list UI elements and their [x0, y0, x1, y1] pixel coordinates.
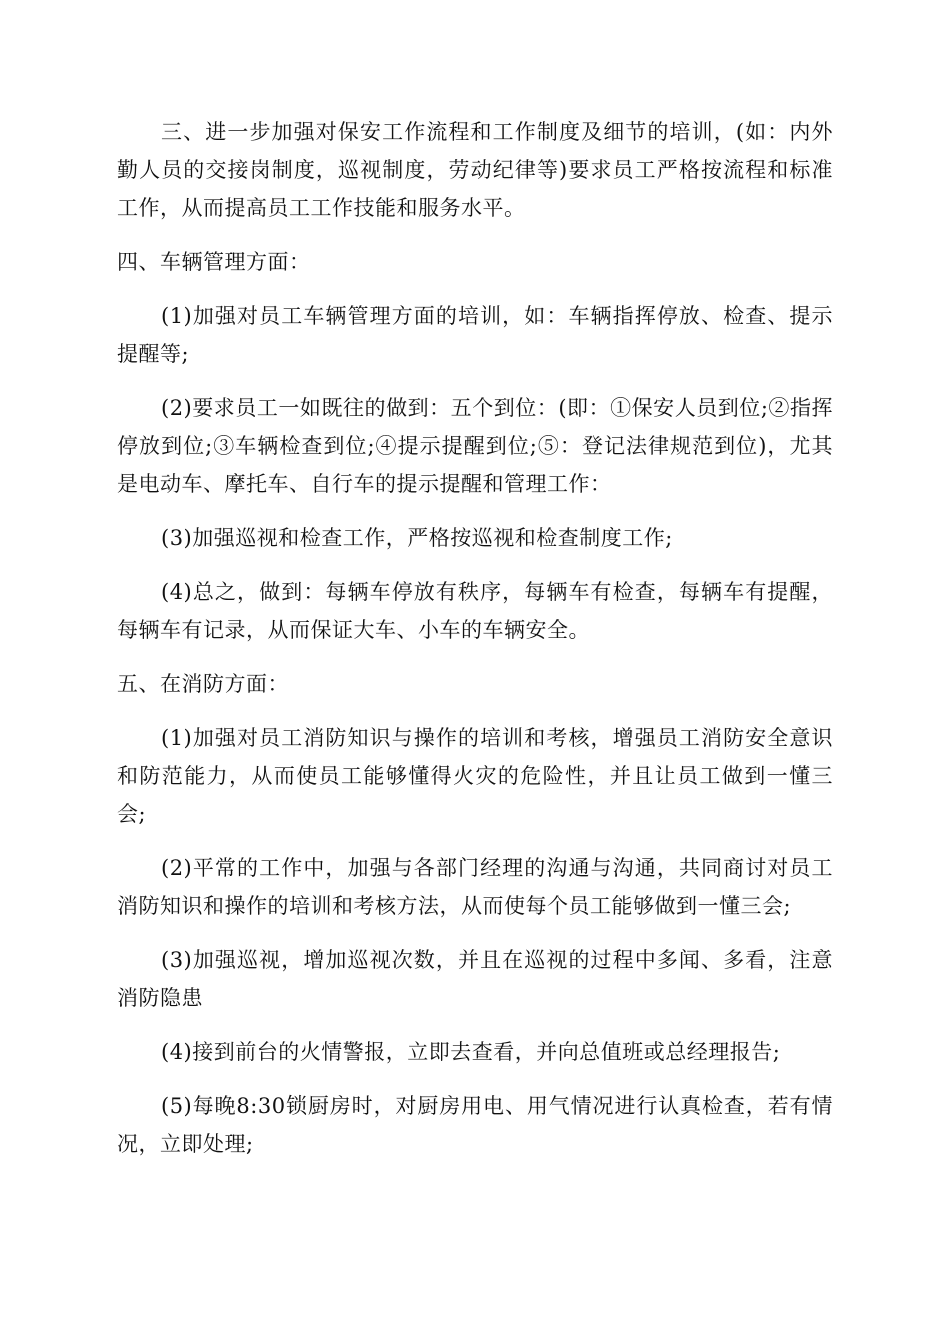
- heading-section-4: 四、车辆管理方面：: [117, 250, 311, 274]
- paragraph-vehicle-3: (3)加强巡视和检查工作，严格按巡视和检查制度工作;: [161, 526, 673, 550]
- paragraph-fire-2: (2)平常的工作中，加强与各部门经理的沟通与沟通，共同商讨对员工消防知识和操作的培训和考核方法，从而使每个员工能够做到一懂三会;: [117, 856, 833, 918]
- paragraph-fire-5: (5)每晚8:30锁厨房时，对厨房用电、用气情况进行认真检查，若有情况，立即处理;: [117, 1094, 833, 1156]
- paragraph-vehicle-4: (4)总之，做到：每辆车停放有秩序，每辆车有检查，每辆车有提醒，每辆车有记录，从而保证大车、小车的车辆安全。: [117, 580, 833, 642]
- paragraph-vehicle-2: (2)要求员工一如既往的做到：五个到位：(即：①保安人员到位;②指挥停放到位;③车辆检查到位;④提示提醒到位;⑤：登记法律规范到位)，尤其是电动车、摩托车、自行车的提示提醒和管理工作：: [117, 396, 833, 496]
- heading-section-5: 五、在消防方面：: [117, 672, 289, 696]
- paragraph-fire-3: (3)加强巡视，增加巡视次数，并且在巡视的过程中多闻、多看，注意消防隐患: [117, 948, 833, 1010]
- paragraph-fire-4: (4)接到前台的火情警报，立即去查看，并向总值班或总经理报告;: [161, 1040, 781, 1064]
- document-body: [117, 113, 833, 1163]
- paragraph-vehicle-1: (1)加强对员工车辆管理方面的培训，如：车辆指挥停放、检查、提示提醒等;: [117, 304, 833, 366]
- paragraph-section-3: 三、进一步加强对保安工作流程和工作制度及细节的培训，(如：内外勤人员的交接岗制度，巡视制度，劳动纪律等)要求员工严格按流程和标准工作，从而提高员工工作技能和服务水平。: [117, 120, 833, 220]
- paragraph-fire-1: (1)加强对员工消防知识与操作的培训和考核，增强员工消防安全意识和防范能力，从而使员工能够懂得火灾的危险性，并且让员工做到一懂三会;: [117, 726, 833, 826]
